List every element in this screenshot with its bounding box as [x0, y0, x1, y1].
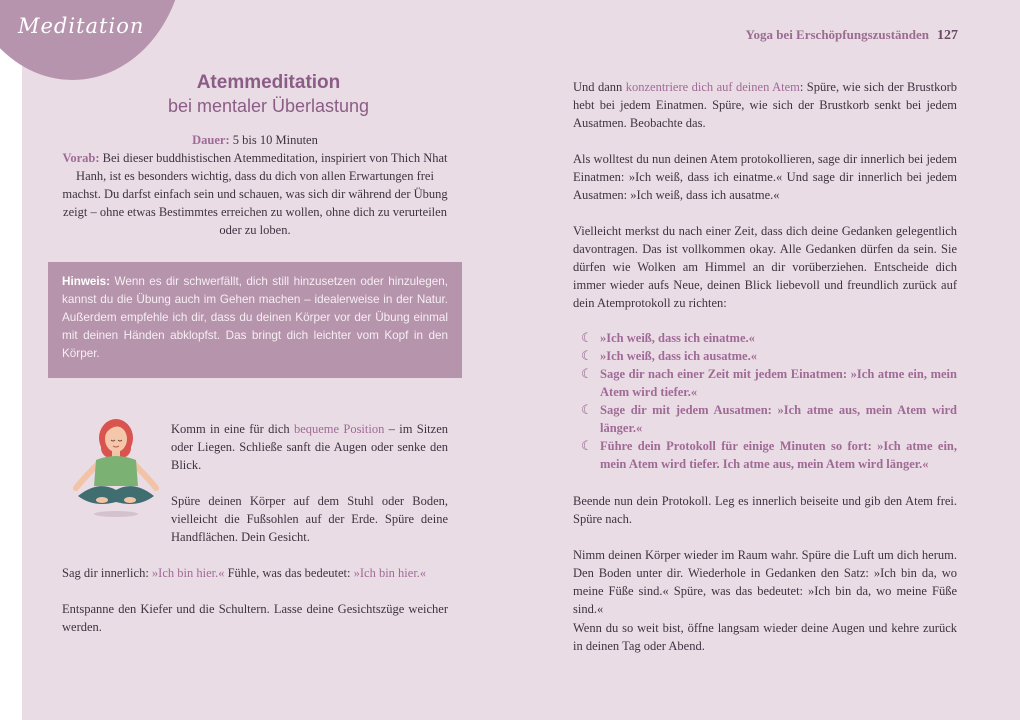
list-item-text: »Ich weiß, dass ich ausatme.«	[600, 349, 757, 363]
meditating-woman-illustration	[68, 414, 164, 518]
exercise-title: Atemmeditation	[196, 72, 341, 93]
text-run: Komm in eine für dich	[171, 422, 294, 436]
right-paragraph-3: Vielleicht merkst du nach einer Zeit, dass dich deine Gedanken gelegentlich davontragen. Das ist vollkommen okay. Alle Gedanken dürfen da sein. Sie dürfen wie Wolken am Himmel an dir vorüberziehen. Entscheide dich immer wieder aufs Neue, deinen Blick liebevoll und freundlich zurück auf dein Atemprotokoll zu richten:	[573, 224, 957, 310]
hint-text: Wenn es dir schwerfällt, dich still hinzusetzen oder hinzulegen, kannst du die Übung auch im Gehen machen – idealerweise in der Natur. Außerdem empfehle ich dir, dass du deinen Körper vor der Übung einmal mit deinen Händen abklopfst. Das bringt dich leichter vom Kopf in den Körper.	[62, 275, 449, 360]
text-run: Fühle, was das bedeutet:	[224, 566, 354, 580]
running-head	[746, 27, 959, 44]
hint-box	[48, 262, 462, 378]
prep-line	[62, 149, 448, 239]
exercise-intro	[62, 131, 448, 239]
left-paragraph-2: Spüre deinen Körper auf dem Stuhl oder Boden, vielleicht die Fußsohlen auf der Erde. Spüre deine Handflächen. Dein Gesicht.	[171, 494, 448, 544]
text-run: Sag dir innerlich:	[62, 566, 152, 580]
text-run: Und dann	[573, 80, 626, 94]
list-item	[581, 329, 957, 347]
text-run: – im Sitzen oder Liegen. Schließe sanft die Augen oder senke den Blick.	[171, 422, 448, 472]
text-run: : Spüre, wie sich der Brustkorb hebt bei jedem Einatmen. Spüre, wie sich der Brustkorb senkt bei jedem Ausatmen. Beobachte das.	[573, 80, 957, 130]
left-paragraph-3	[62, 564, 448, 582]
page-gutter	[0, 0, 22, 720]
left-paragraph-4: Entspanne den Kiefer und die Schultern. Lasse deine Gesichtszüge weicher werden.	[62, 602, 448, 634]
chapter-title: Meditation	[18, 14, 145, 38]
left-paragraph-1	[171, 420, 448, 474]
right-paragraph-4: Beende nun dein Protokoll. Leg es innerlich beiseite und gib den Atem frei. Spüre nach.	[573, 494, 957, 526]
list-item-text: Sage dir mit jedem Ausatmen: »Ich atme aus, mein Atem wird länger.«	[600, 403, 957, 435]
moon-icon: ☾	[581, 330, 593, 345]
exercise-subtitle: bei mentaler Überlastung	[167, 96, 370, 116]
duration-value: 5 bis 10 Minuten	[232, 133, 318, 147]
duration-label: Dauer:	[192, 133, 230, 147]
right-paragraph-5: Nimm deinen Körper wieder im Raum wahr. Spüre die Luft um dich herum. Den Boden unter dir. Wiederhole in Gedanken den Satz: »Ich bin da, wo meine Füße sind.« Spüre, was das bedeutet: »Ich bin da, wo meine Füße sind.«	[573, 548, 957, 616]
duration-line	[62, 131, 448, 149]
moon-icon: ☾	[581, 366, 593, 381]
highlight-text: »Ich bin hier.«	[353, 566, 427, 580]
list-item	[581, 365, 957, 401]
exercise-heading	[22, 72, 515, 117]
list-item-text: Führe dein Protokoll für einige Minuten so fort: »Ich atme ein, mein Atem wird tiefer. Ich atme aus, mein Atem wird länger.«	[600, 439, 957, 471]
highlight-text: konzentriere dich auf deinen Atem	[625, 80, 800, 94]
list-item	[581, 401, 957, 437]
right-paragraph-2: Als wolltest du nun deinen Atem protokollieren, sage dir innerlich bei jedem Einatmen: »Ich weiß, dass ich einatme.« Und sage dir innerlich bei jedem Ausatmen: »Ich weiß, dass ich ausatme.«	[573, 152, 957, 202]
page-number: 127	[937, 28, 958, 43]
list-item	[581, 437, 957, 473]
highlight-text: »Ich bin hier.«	[151, 566, 225, 580]
prep-label: Vorab:	[62, 151, 100, 165]
highlight-text: bequeme Position	[293, 422, 385, 436]
moon-icon: ☾	[581, 438, 593, 453]
breath-protocol-list	[581, 329, 957, 473]
list-item-text: »Ich weiß, dass ich einatme.«	[600, 331, 755, 345]
list-item-text: Sage dir nach einer Zeit mit jedem Einatmen: »Ich atme ein, mein Atem wird tiefer.«	[600, 367, 957, 399]
running-title: Yoga bei Erschöpfungszuständen	[745, 27, 929, 42]
moon-icon: ☾	[581, 348, 593, 363]
prep-text: Bei dieser buddhistischen Atemmeditation, inspiriert von Thich Nhat Hanh, ist es besonders wichtig, dass du dich von allen Erwartungen frei machst. Du darfst einfach sein und schauen, was sich dir während der Übung zeigt – ohne etwas Bestimmtes erreichen zu wollen, ohne dich zu verurteilen oder zu loben.	[62, 151, 448, 237]
hint-label: Hinweis:	[62, 275, 111, 288]
moon-icon: ☾	[581, 402, 593, 417]
right-paragraph-6: Wenn du so weit bist, öffne langsam wieder deine Augen und kehre zurück in deinen Tag oder Abend.	[573, 621, 957, 653]
right-paragraph-1	[573, 78, 957, 132]
list-item	[581, 347, 957, 365]
